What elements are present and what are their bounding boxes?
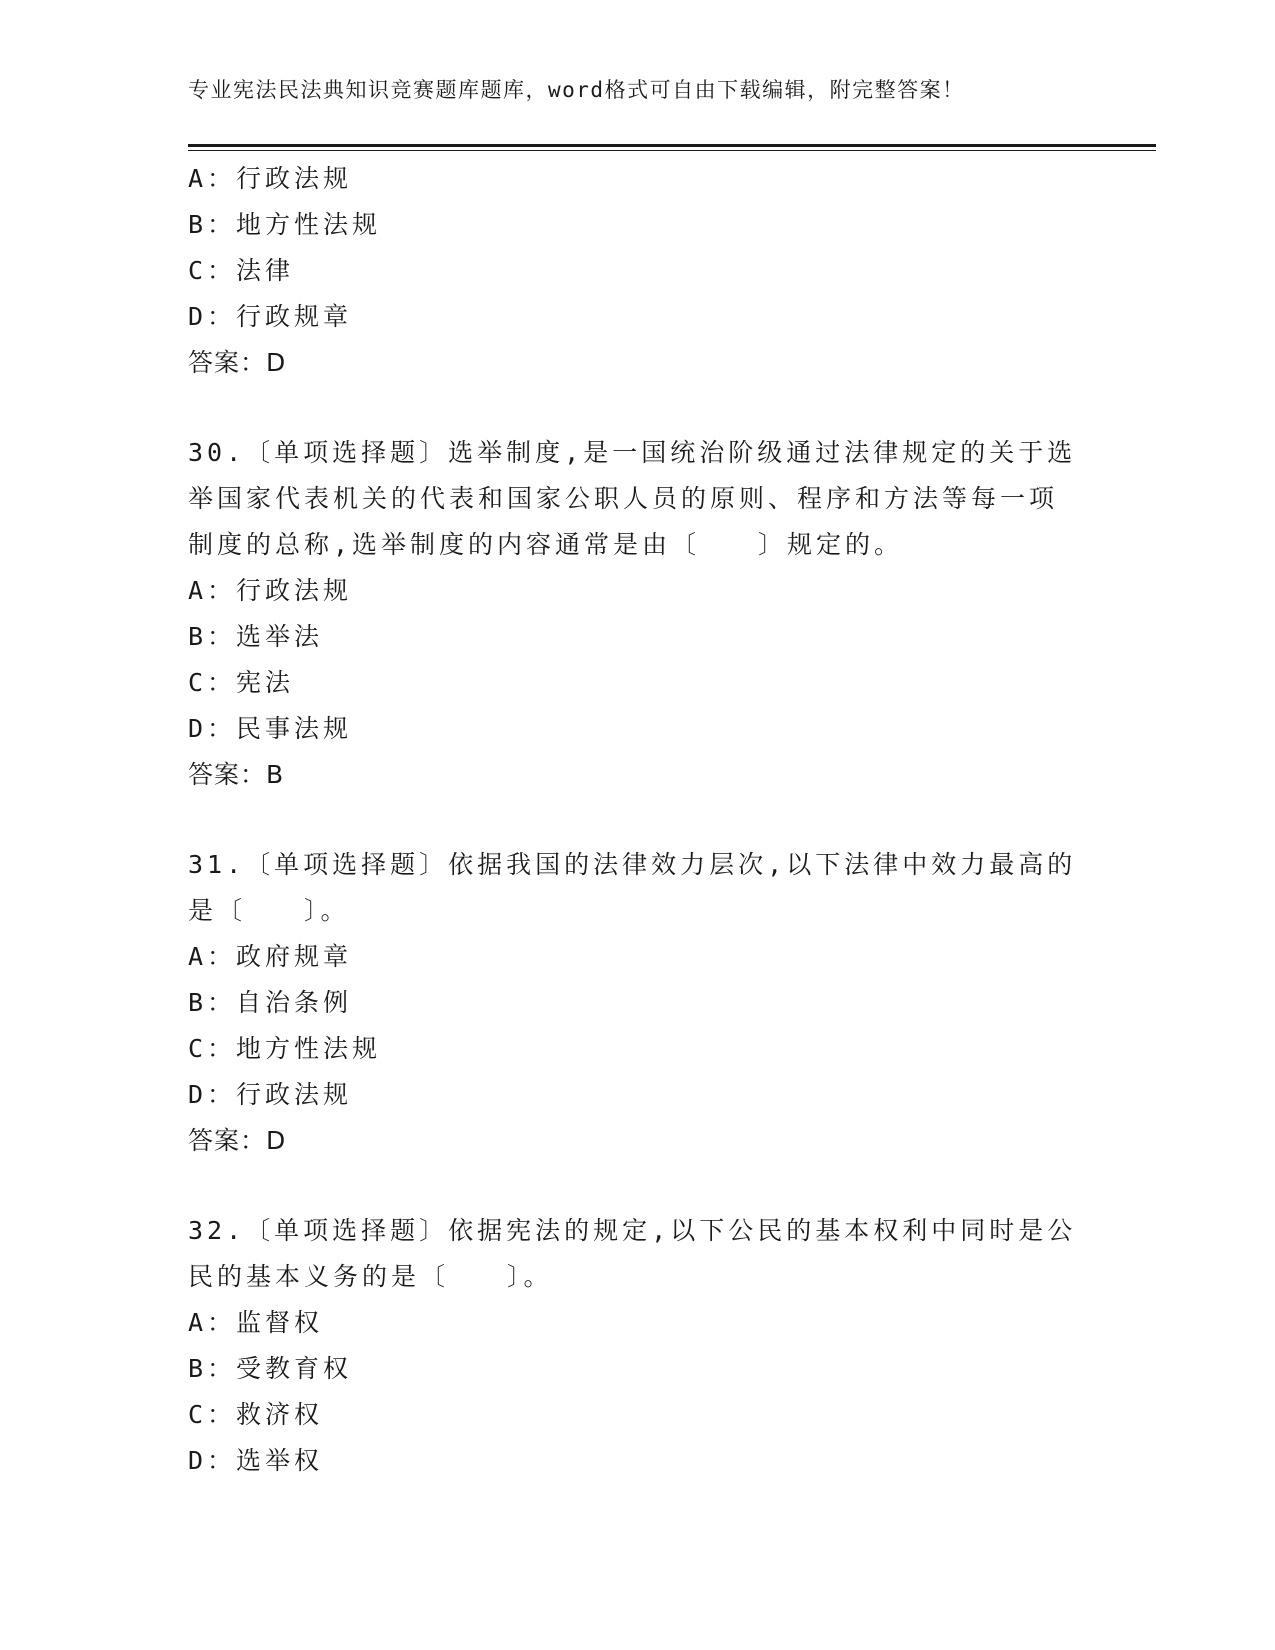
document-page [188, 0, 1156, 1650]
option-c: C：法律 [188, 256, 295, 285]
option-b: B：受教育权 [188, 1354, 353, 1383]
option-c: C：地方性法规 [188, 1034, 382, 1063]
question-block [188, 842, 1077, 1164]
option-a: A：行政法规 [188, 164, 353, 193]
question-text-line: 是〔 〕。 [188, 896, 350, 925]
question-text-line: 32.〔单项选择题〕依据宪法的规定,以下公民的基本权利中同时是公 [188, 1216, 1077, 1245]
answer-line: 答案：D [188, 348, 287, 377]
block-spacer [188, 386, 1068, 430]
option-b: B：选举法 [188, 622, 324, 651]
header-rule-thick [188, 144, 1156, 147]
question-text-line: 30.〔单项选择题〕选举制度,是一国统治阶级通过法律规定的关于选 [188, 438, 1077, 467]
answer-line: 答案：B [188, 760, 285, 789]
option-d: D：行政规章 [188, 302, 353, 331]
option-b: B：地方性法规 [188, 210, 382, 239]
option-d: D：行政法规 [188, 1080, 353, 1109]
question-block [188, 1208, 1077, 1484]
option-d: D：选举权 [188, 1446, 324, 1475]
block-spacer [188, 1164, 1068, 1208]
question-block [188, 156, 1068, 386]
question-text-line: 31.〔单项选择题〕依据我国的法律效力层次,以下法律中效力最高的 [188, 850, 1077, 879]
question-block [188, 430, 1077, 798]
question-text-line: 制度的总称,选举制度的内容通常是由〔 〕规定的。 [188, 530, 904, 559]
option-c: C：宪法 [188, 668, 295, 697]
page-header: 专业宪法民法典知识竞赛题库题库，word格式可自由下载编辑，附完整答案！ [188, 78, 965, 102]
option-c: C：救济权 [188, 1400, 324, 1429]
option-b: B：自治条例 [188, 988, 353, 1017]
question-text-line: 举国家代表机关的代表和国家公职人员的原则、程序和方法等每一项 [188, 484, 1059, 513]
option-a: A：监督权 [188, 1308, 324, 1337]
option-a: A：行政法规 [188, 576, 353, 605]
option-d: D：民事法规 [188, 714, 353, 743]
option-a: A：政府规章 [188, 942, 353, 971]
question-text-line: 民的基本义务的是〔 〕。 [188, 1262, 553, 1291]
block-spacer [188, 798, 1068, 842]
answer-line: 答案：D [188, 1126, 287, 1155]
header-rule-thin [188, 150, 1156, 151]
question-list [188, 156, 1077, 1484]
